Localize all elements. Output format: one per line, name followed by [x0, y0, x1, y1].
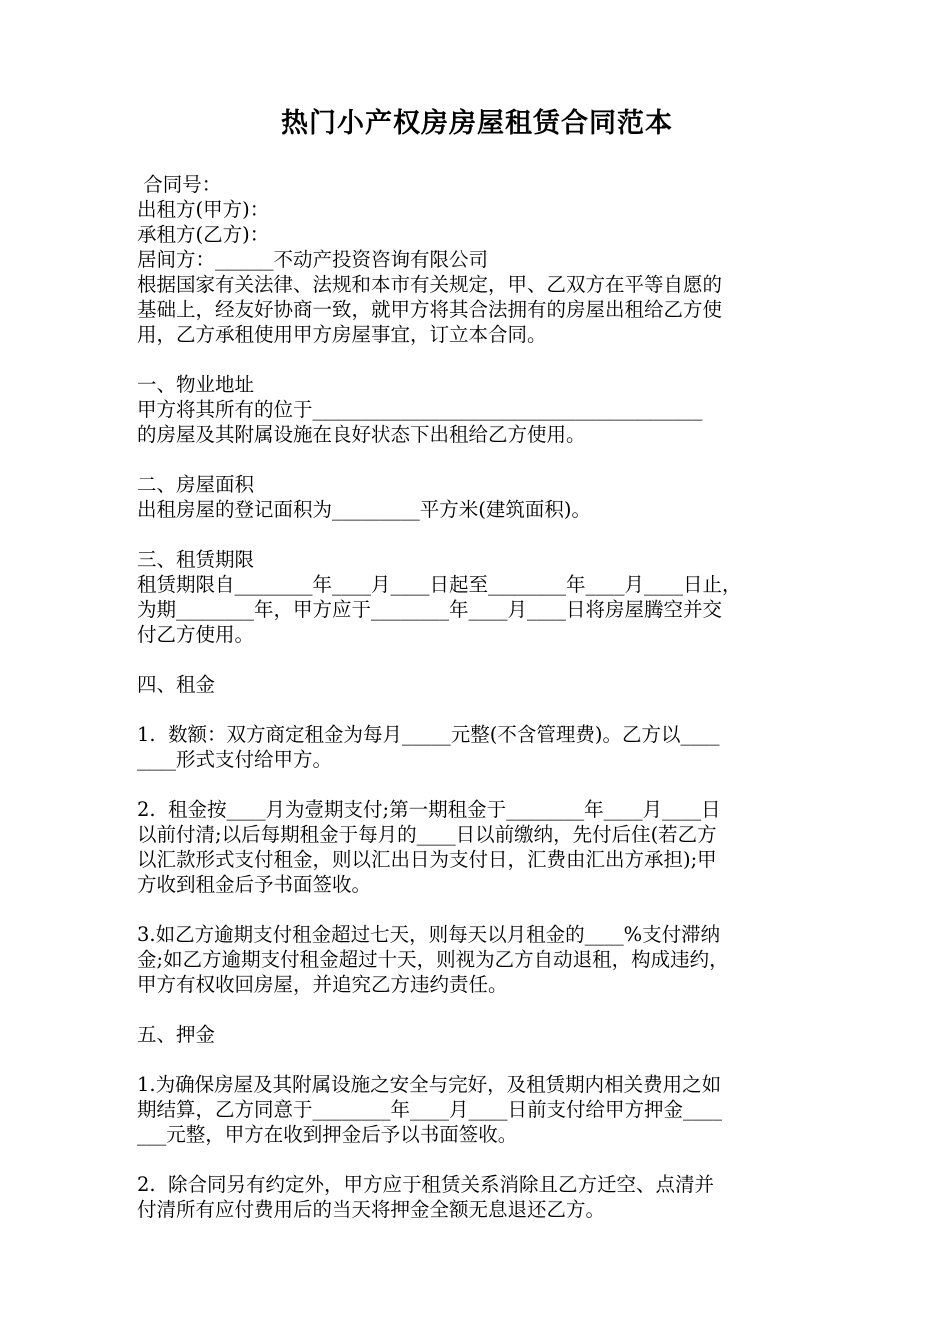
blank-line: [137, 897, 817, 922]
blank-line: [137, 997, 817, 1022]
blank-line: [137, 447, 817, 472]
document-title: 热门小产权房房屋租赁合同范本: [281, 108, 673, 139]
blank-line: [137, 1147, 817, 1172]
text-line: 甲方将其所有的位于________________________________________: [137, 398, 703, 421]
text-line: 三、租赁期限: [137, 548, 255, 571]
text-line: 付乙方使用。: [137, 623, 255, 646]
text-line: 以汇款形式支付租金，则以汇出日为支付日，汇费由汇出方承担);甲: [137, 848, 717, 871]
text-line: 基础上，经友好协商一致，就甲方将其合法拥有的房屋出租给乙方使: [137, 298, 723, 321]
text-line: 方收到租金后予书面签收。: [137, 873, 372, 896]
text-line: 五、押金: [137, 1023, 216, 1046]
text-line: 二、房屋面积: [137, 473, 255, 496]
text-line: 出租房屋的登记面积为_________平方米(建筑面积)。: [137, 498, 591, 521]
blank-line: [137, 522, 817, 547]
blank-line: [137, 347, 817, 372]
text-line: 1. 数额：双方商定租金为每月_____元整(不含管理费)。乙方以____: [137, 723, 720, 746]
text-line: 2. 除合同另有约定外，甲方应于租赁关系消除且乙方迁空、点清并: [137, 1173, 715, 1196]
text-line: 付清所有应付费用后的当天将押金全额无息退还乙方。: [137, 1198, 606, 1221]
text-line: 3.如乙方逾期支付租金超过七天，则每天以月租金的____%支付滞纳: [137, 923, 721, 946]
text-line: 四、租金: [137, 673, 216, 696]
text-line: 甲方有权收回房屋，并追究乙方违约责任。: [137, 973, 508, 996]
text-line: 为期________年，甲方应于________年____月____日将房屋腾空并交: [137, 598, 723, 621]
text-line: 租赁期限自________年____月____日起至________年____月____日止，: [137, 573, 742, 596]
text-line: 1.为确保房屋及其附属设施之安全与完好，及租赁期内相关费用之如: [137, 1073, 722, 1096]
text-line: 用，乙方承租使用甲方房屋事宜，订立本合同。: [137, 323, 547, 346]
text-line: 2. 租金按____月为壹期支付;第一期租金于________年____月____日: [137, 798, 721, 821]
text-line: ____形式支付给甲方。: [137, 748, 333, 771]
text-line: 居间方：______不动产投资咨询有限公司: [137, 248, 489, 271]
text-line: 合同号：: [137, 173, 222, 196]
text-line: 期结算，乙方同意于________年____月____日前支付给甲方押金____: [137, 1098, 723, 1121]
blank-line: [137, 647, 817, 672]
text-line: 金;如乙方逾期支付租金超过十天，则视为乙方自动退租，构成违约，: [137, 948, 729, 971]
blank-line: [137, 697, 817, 722]
blank-line: [137, 772, 817, 797]
text-line: 一、物业地址: [137, 373, 255, 396]
text-line: 的房屋及其附属设施在良好状态下出租给乙方使用。: [137, 423, 586, 446]
text-line: 根据国家有关法律、法规和本市有关规定，甲、乙双方在平等自愿的: [137, 273, 723, 296]
text-line: 以前付清;以后每期租金于每月的____日以前缴纳，先付后住(若乙方: [137, 823, 717, 846]
text-line: ___元整，甲方在收到押金后予以书面签收。: [137, 1123, 518, 1146]
blank-line: [137, 1047, 817, 1072]
document-body: [137, 172, 817, 1222]
text-line: 出租方(甲方)：: [137, 198, 270, 221]
text-line: 承租方(乙方)：: [137, 223, 270, 246]
